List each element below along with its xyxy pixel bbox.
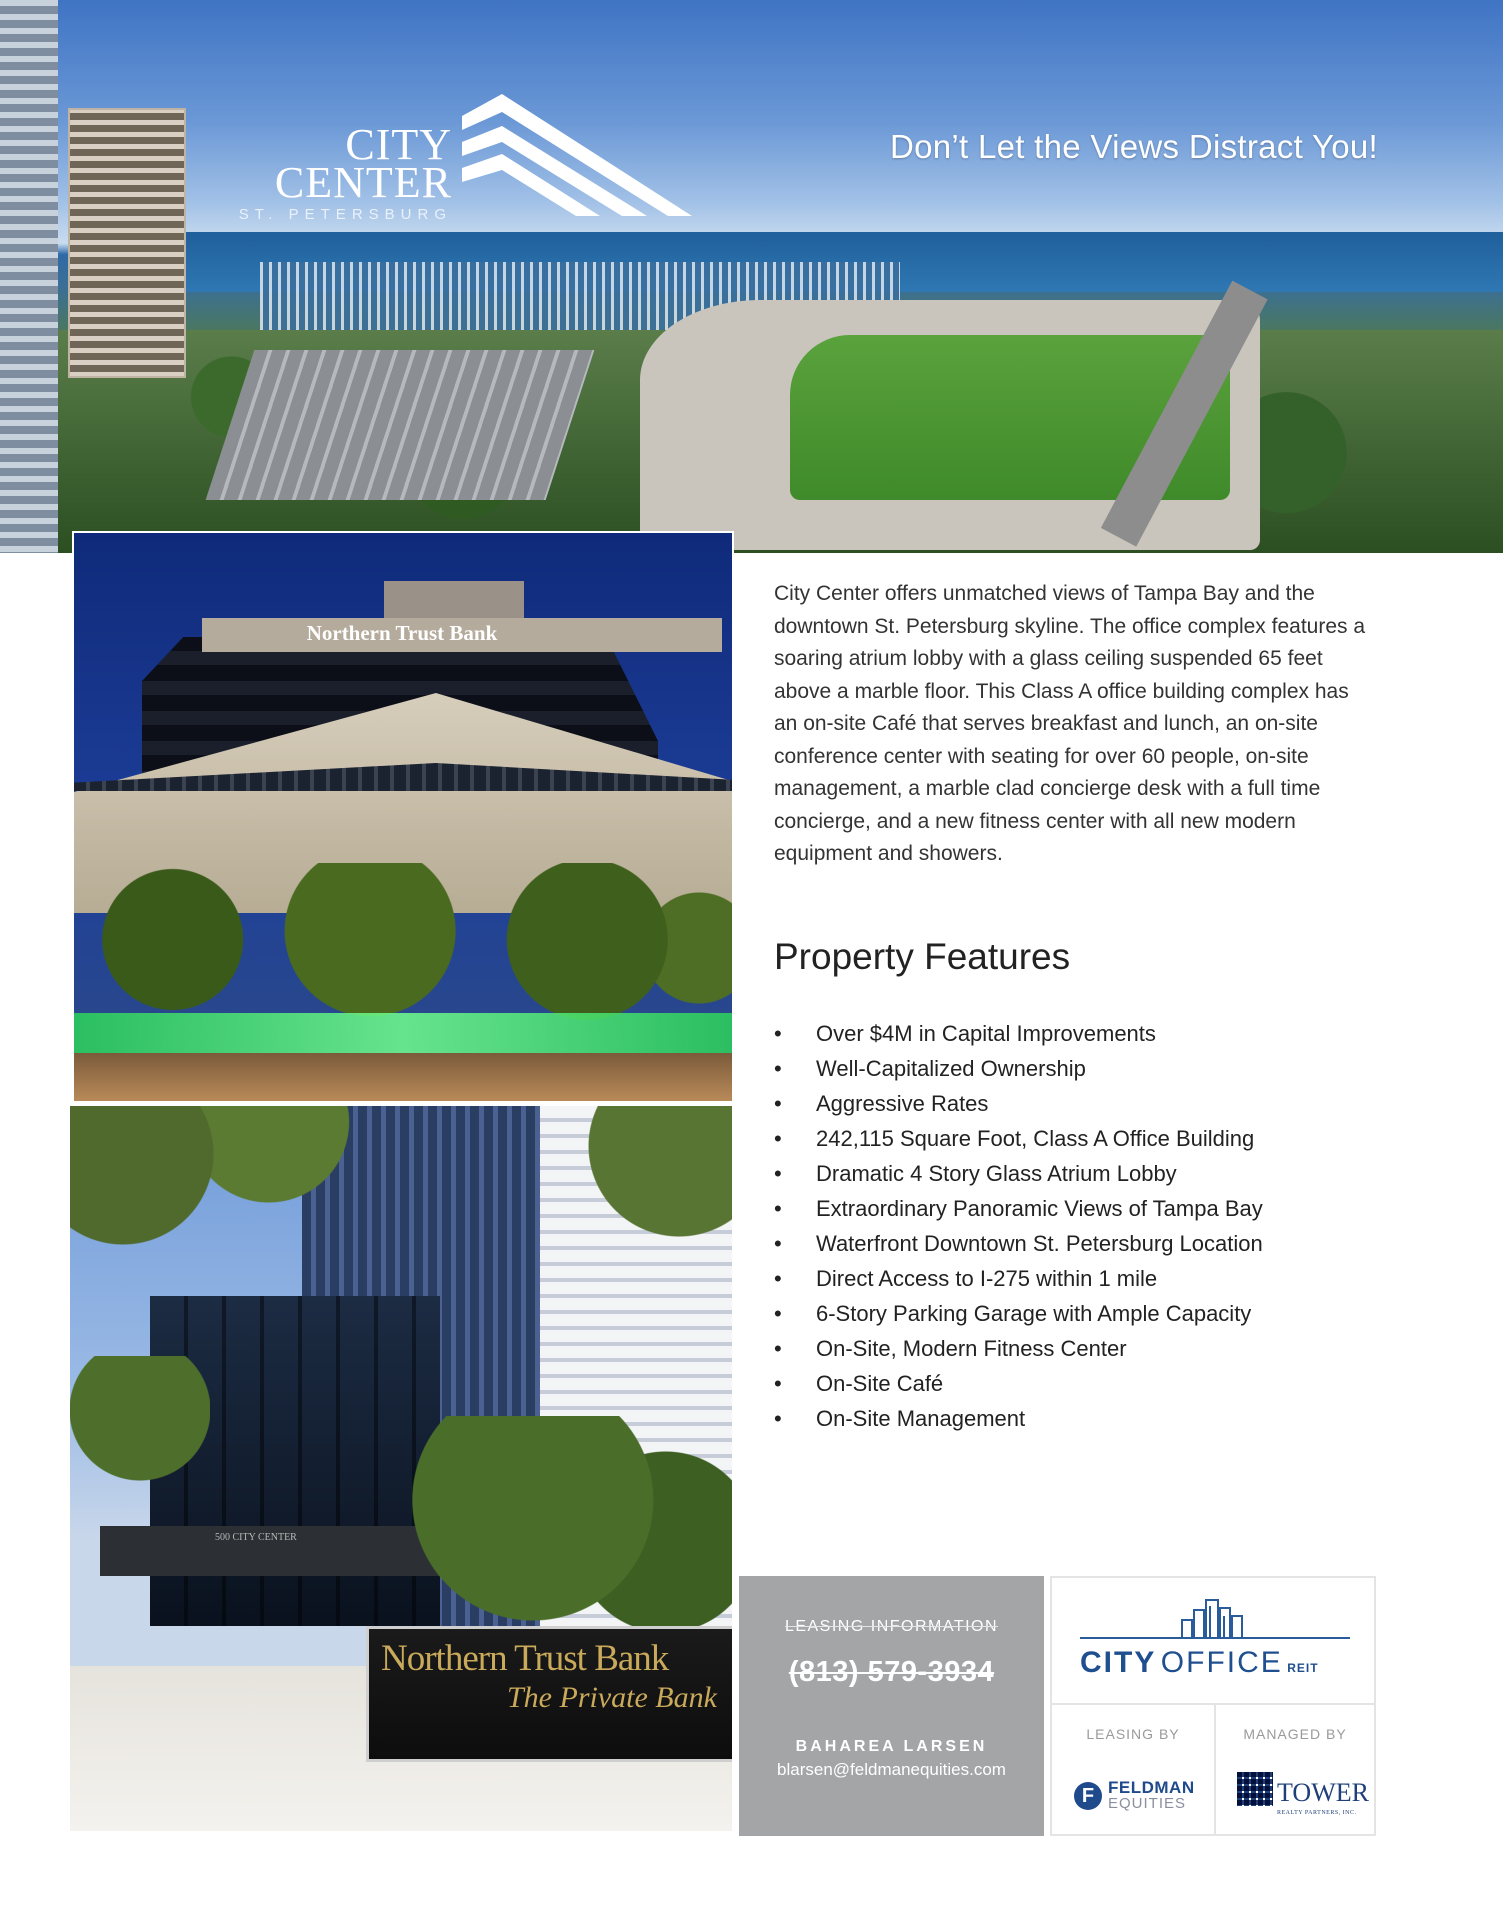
bullet: • bbox=[774, 1056, 782, 1081]
leasing-contact-name: BAHAREA LARSEN bbox=[795, 1738, 988, 1755]
features-list bbox=[774, 1016, 1414, 1436]
bullet: • bbox=[774, 1266, 782, 1291]
tagline: Don’t Let the Views Distract You! bbox=[889, 128, 1378, 165]
feldman-equities-logo bbox=[1074, 1778, 1204, 1818]
feature-text: On-Site, Modern Fitness Center bbox=[816, 1336, 1127, 1361]
feldman-badge-icon: F bbox=[1074, 1782, 1102, 1810]
city-center-logo bbox=[232, 90, 692, 230]
feature-text: 6-Story Parking Garage with Ample Capacity bbox=[816, 1301, 1252, 1326]
bullet: • bbox=[774, 1161, 782, 1186]
feldman-sub: EQUITIES bbox=[1108, 1795, 1187, 1812]
hero-aerial-photo bbox=[0, 0, 1503, 553]
logo-st-petersburg: ST. PETERSBURG bbox=[238, 206, 452, 223]
owner-logo bbox=[1052, 1578, 1374, 1705]
skyline-icon bbox=[1180, 1598, 1260, 1640]
feature-item bbox=[774, 1156, 1414, 1191]
left-highrise bbox=[0, 0, 58, 553]
leasing-label: LEASING INFORMATION bbox=[784, 1618, 999, 1635]
column-divider bbox=[1214, 1703, 1216, 1834]
palm-tree bbox=[70, 1356, 210, 1716]
feature-text: Direct Access to I-275 within 1 mile bbox=[816, 1266, 1158, 1291]
wordmark-office: OFFICE bbox=[1160, 1646, 1283, 1679]
leasing-email[interactable]: blarsen@feldmanequities.com bbox=[777, 1760, 1006, 1779]
feature-item bbox=[774, 1086, 1414, 1121]
feature-item bbox=[774, 1016, 1414, 1051]
feature-item bbox=[774, 1261, 1414, 1296]
tower-grid-icon bbox=[1237, 1772, 1273, 1806]
bullet: • bbox=[774, 1231, 782, 1256]
bullet: • bbox=[774, 1371, 782, 1396]
tree bbox=[400, 1416, 732, 1626]
wordmark-reit: REIT bbox=[1287, 1661, 1319, 1675]
feature-item bbox=[774, 1226, 1414, 1261]
intro-paragraph: City Center offers unmatched views of Tampa Bay and the downtown St. Petersburg skyline. The office complex features a soaring atrium lobby with a glass ceiling suspended 65 feet above a marble floor. This Class A office building complex has an on-site Café that serves breakfast and lunch, an on-site conference center with seating for over 60 people, on-site management, a marble clad concierge desk with a full time concierge, and a new fitness center with all new modern equipment and showers. bbox=[774, 582, 1366, 865]
street bbox=[74, 1053, 732, 1101]
canopy-text: 500 CITY CENTER bbox=[215, 1532, 297, 1543]
leasing-info-box bbox=[739, 1576, 1044, 1836]
wordmark-city: CITY bbox=[1080, 1646, 1157, 1679]
tower-sub: REALTY PARTNERS, INC. bbox=[1277, 1810, 1357, 1816]
feature-item bbox=[774, 1401, 1414, 1436]
feature-text: 242,115 Square Foot, Class A Office Building bbox=[816, 1126, 1255, 1151]
lit-ground-floor bbox=[74, 1013, 732, 1053]
leasing-by-label: LEASING BY bbox=[1086, 1726, 1180, 1742]
trees bbox=[74, 863, 732, 1033]
feature-text: Waterfront Downtown St. Petersburg Location bbox=[816, 1231, 1263, 1256]
entrance-sign-line2: The Private Bank bbox=[507, 1681, 717, 1714]
feature-text: Extraordinary Panoramic Views of Tampa Bay bbox=[816, 1196, 1263, 1221]
feature-item bbox=[774, 1121, 1414, 1156]
feature-text: Over $4M in Capital Improvements bbox=[816, 1021, 1156, 1046]
leasing-phone[interactable]: (813) 579-3934 bbox=[788, 1656, 995, 1688]
bullet: • bbox=[774, 1406, 782, 1431]
feature-text: Aggressive Rates bbox=[816, 1091, 989, 1116]
feature-item bbox=[774, 1296, 1414, 1331]
feature-item bbox=[774, 1051, 1414, 1086]
feature-text: On-Site Café bbox=[816, 1371, 944, 1396]
bullet: • bbox=[774, 1336, 782, 1361]
entrance-sign-line1: Northern Trust Bank bbox=[381, 1638, 669, 1679]
building-entrance-photo bbox=[70, 1106, 732, 1831]
logo-city: CITY bbox=[345, 120, 452, 169]
feature-item bbox=[774, 1331, 1414, 1366]
logo-wordmark bbox=[232, 120, 452, 226]
logo-center: CENTER bbox=[274, 158, 452, 207]
overhanging-leaves bbox=[70, 1106, 732, 1266]
logo-chevrons-icon bbox=[442, 90, 692, 220]
tower-realty-logo bbox=[1237, 1772, 1367, 1822]
building-night-photo bbox=[72, 531, 734, 1103]
feldman-name: FELDMAN bbox=[1108, 1778, 1195, 1797]
bullet: • bbox=[774, 1196, 782, 1221]
feature-text: On-Site Management bbox=[816, 1406, 1026, 1431]
parking-lot bbox=[206, 350, 595, 500]
feature-text: Dramatic 4 Story Glass Atrium Lobby bbox=[816, 1161, 1177, 1186]
bullet: • bbox=[774, 1091, 782, 1116]
logo-rule bbox=[1080, 1637, 1350, 1639]
feature-text: Well-Capitalized Ownership bbox=[816, 1056, 1086, 1081]
city-office-reit-wordmark bbox=[1080, 1646, 1360, 1680]
bullet: • bbox=[774, 1126, 782, 1151]
feature-item bbox=[774, 1366, 1414, 1401]
tower-name: TOWER bbox=[1277, 1778, 1369, 1807]
entrance-sign bbox=[366, 1626, 732, 1762]
features-title: Property Features bbox=[774, 936, 1071, 977]
condo-tower bbox=[68, 108, 186, 378]
bullet: • bbox=[774, 1021, 782, 1046]
managed-by-label: MANAGED BY bbox=[1243, 1726, 1347, 1742]
partners-box bbox=[1050, 1576, 1376, 1836]
building-sign: Northern Trust Bank bbox=[306, 621, 498, 645]
feature-item bbox=[774, 1191, 1414, 1226]
bullet: • bbox=[774, 1301, 782, 1326]
